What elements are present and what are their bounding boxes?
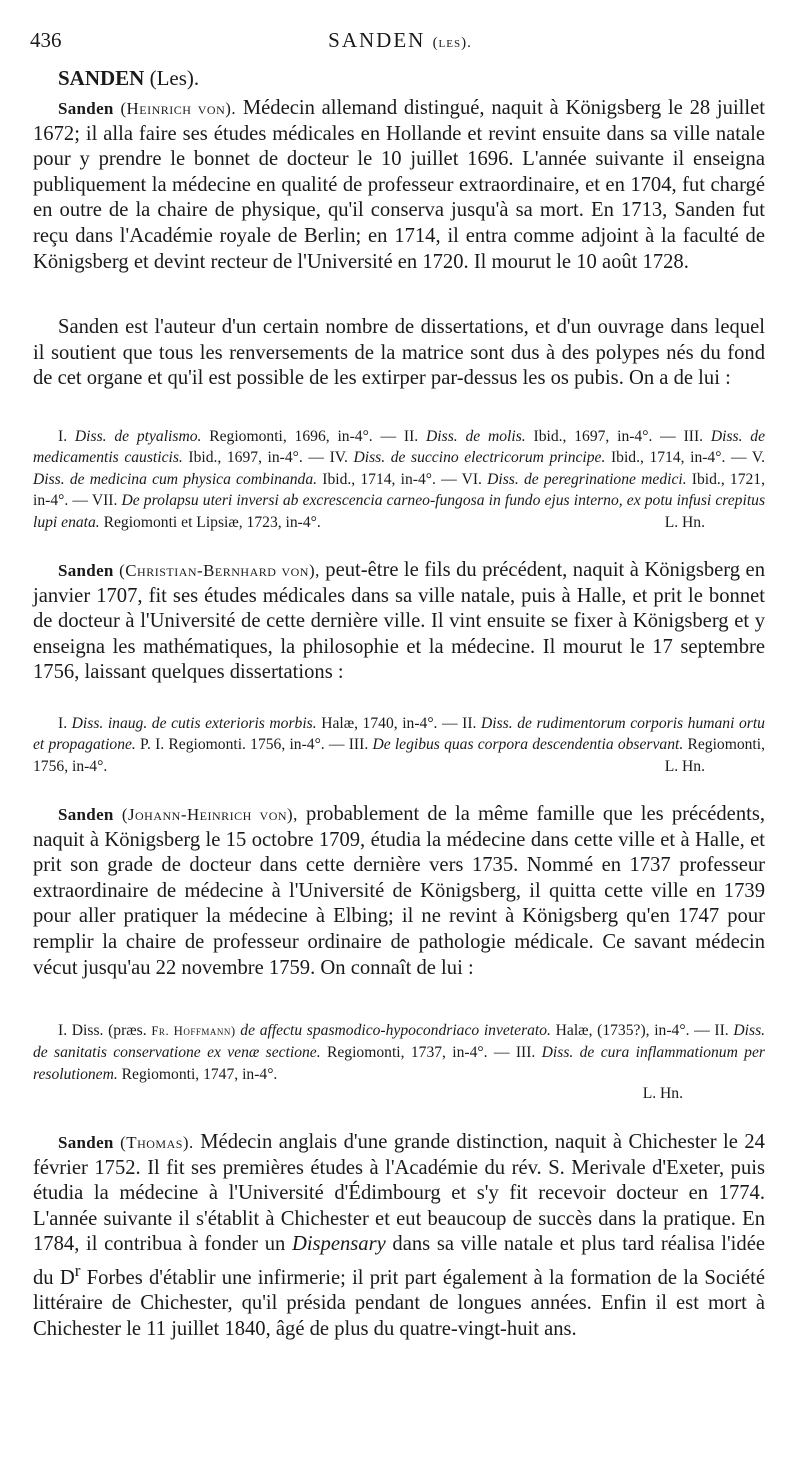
entry-paragraph: Sanden est l'auteur d'un certain nombre de dissertations, et d'un ouvrage dans lequel il soutient que tous les renversements de la matrice sont dus à des polypes nés du fond de cet organe et qu'il est possible de les extirper par-dessus les os pubis. On a de lui :	[33, 316, 765, 390]
entry-qualifier: (Johann-Heinrich von),	[121, 805, 298, 824]
bibliography-list: I. Diss. de ptyalismo. Regiomonti, 1696, in-4°. — II. Diss. de molis. Ibid., 1697, in-4°. — III. Diss. de medicamentis causticis. Ibid., 1697, in-4°. — IV. Diss. de succino electricorum principe. Ibid., 1714, in-4°. — V. Diss. de medicina cum physica combinanda. Ibid., 1714, in-4°. — VI. Diss. de peregrinatione medici. Ibid., 1721, in-4°. — VII. De prolapsu uteri inversi ab excrescencia carneo-fungosa in fundo ejus interno, ex potu infusi crepitus lupi enata. Regiomonti et Lipsiæ, 1723, in-4°. L. Hn.	[33, 426, 765, 533]
author-signature: L. Hn.	[642, 1085, 683, 1103]
entry-title-name: SANDEN	[58, 66, 145, 90]
entry-heinrich	[33, 96, 765, 275]
entry-title	[58, 66, 199, 91]
entry-qualifier: (Christian-Bernhard von),	[119, 561, 320, 580]
bibliography-christian-bernhard	[33, 713, 765, 777]
author-signature: L. Hn.	[664, 757, 705, 775]
entry-headword: Sanden	[58, 99, 114, 118]
running-title: SANDEN (les).	[328, 28, 472, 52]
bibliography-heinrich	[33, 426, 765, 533]
entry-qualifier: (Heinrich von).	[120, 99, 237, 118]
entry-paragraph: Sanden (Heinrich von). Médecin allemand distingué, naquit à Königsberg le 28 juillet 1672; il alla faire ses études médicales en Hollande et revint ensuite dans sa ville natale pour y prendre le bonnet de docteur le 10 juillet 1696. L'année suivante il enseigna publiquement la médecine en qualité de professeur extraordinaire, et en 1704, fut chargé en outre de la chaire de physique, qu'il conserva jusqu'à sa mort. En 1713, Sanden fut reçu dans l'Académie royale de Berlin; en 1714, il entra comme adjoint à la faculté de Königsberg et devint recteur de l'Université en 1720. Il mourut le 10 août 1728.	[33, 97, 765, 273]
running-header	[30, 28, 770, 58]
bibliography-list: I. Diss. (præs. Fr. Hoffmann) de affectu spasmodico-hypocondriaco inveterato. Halæ, (1735?), in-4°. — II. Diss. de sanitatis conservatione ex venæ sectione. Regiomonti, 1737, in-4°. — III. Diss. de cura inflammationum per resolutionem. Regiomonti, 1747, in-4°.	[33, 1022, 766, 1083]
entry-qualifier: (Thomas).	[120, 1133, 194, 1152]
entry-headword: Sanden	[58, 805, 114, 824]
entry-christian-bernhard	[33, 558, 765, 686]
entry-johann-heinrich	[33, 802, 765, 981]
entry-thomas	[33, 1130, 765, 1343]
entry-paragraph: Sanden (Christian-Bernhard von), peut-être le fils du précédent, naquit à Königsberg en janvier 1707, fit ses études médicales dans sa ville natale, puis à Halle, et prit le bonnet de docteur à l'Université de cette dernière ville. Il vint ensuite se fixer à Königsberg et y enseigna les mathématiques, la philosophie et la médecine. Il mourut le 17 septembre 1756, laissant quelques dissertations :	[33, 559, 765, 684]
entry-paragraph: Sanden (Thomas). Médecin anglais d'une grande distinction, naquit à Chichester le 24 février 1752. Il fit ses premières études à l'Académie du rév. S. Merivale d'Exeter, puis étudia la médecine à l'Université d'Édimbourg et s'y fit recevoir docteur en 1774. L'année suivante il s'établit à Chichester et eut beaucoup de succès dans la pratique. En 1784, il contribua à fonder un Dispensary dans sa ville natale et plus tard réalisa l'idée du $D^r$ Forbes d'établir une infirmerie; il prit part également à la formation de la Société littéraire de Chichester, qu'il présida pendant de longues années. Enfin il est mort à Chichester le 11 juillet 1840, âgé de plus du quatre-vingt-huit ans.	[33, 1131, 765, 1341]
bibliography-list: I. Diss. inaug. de cutis exterioris morbis. Halæ, 1740, in-4°. — II. Diss. de rudimentorum corporis humani ortu et propagatione. P. I. Regiomonti. 1756, in-4°. — III. De legibus quas corpora descendentia observant. Regiomonti, 1756, in-4°. L. Hn.	[33, 713, 765, 777]
entry-headword: Sanden	[58, 561, 114, 580]
entry-heinrich-paragraph-2	[33, 315, 765, 392]
entry-headword: Sanden	[58, 1133, 114, 1152]
page-number: 436	[30, 28, 62, 52]
bibliography-johann-heinrich	[33, 1020, 765, 1103]
entry-paragraph: Sanden (Johann-Heinrich von), probablement de la même famille que les précédents, naquit à Königsberg le 15 octobre 1709, étudia la médecine dans cette ville et à Halle, et prit son grade de docteur dans cette dernière vers 1735. Nommé en 1737 professeur extraordinaire de médecine à l'Université de Königsberg, il quitta cette ville en 1739 pour aller pratiquer la médecine à Elbing; il ne revint à Königsberg qu'en 1747 pour remplir la chaire de professeur ordinaire de pathologie médicale. Ce savant médecin vécut jusqu'au 22 novembre 1759. On connaît de lui :	[33, 803, 766, 979]
author-signature: L. Hn.	[664, 513, 705, 531]
entry-title-suffix: (Les).	[149, 66, 200, 90]
